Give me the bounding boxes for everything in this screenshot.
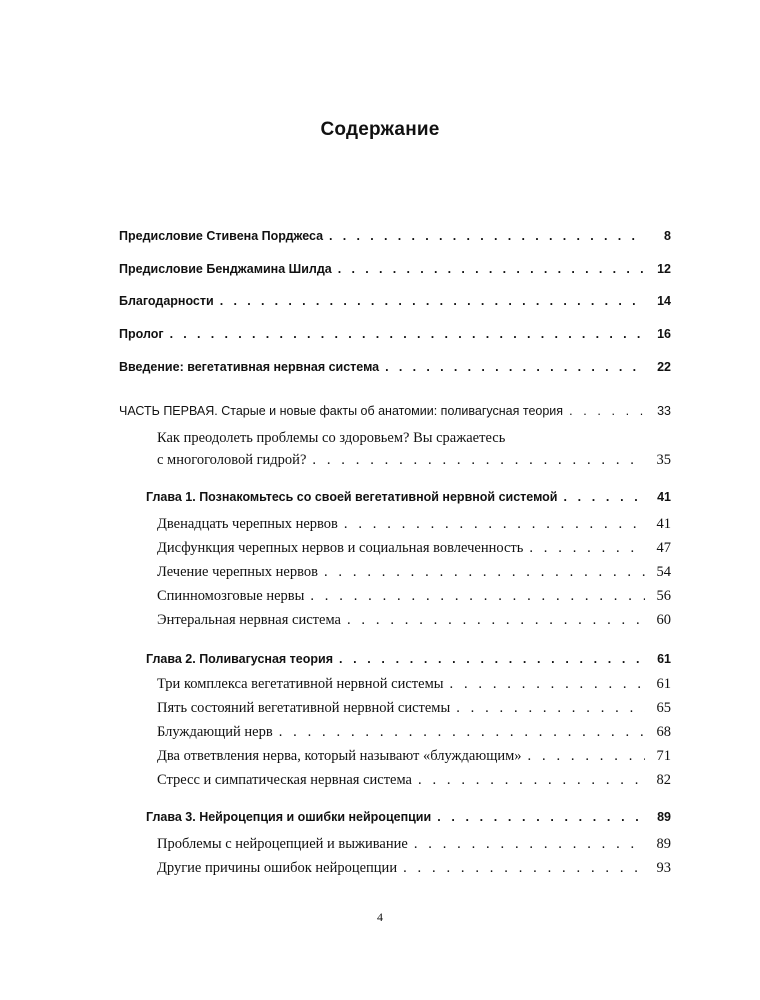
dot-leader — [403, 860, 645, 877]
toc-section-title: Блуждающий нерв — [157, 724, 273, 740]
toc-section-page: 56 — [656, 588, 671, 604]
dot-leader — [528, 748, 645, 765]
dot-leader — [414, 836, 645, 853]
toc-section-title: Лечение черепных нервов — [157, 564, 318, 580]
toc-section-page: 41 — [656, 516, 671, 532]
dot-leader — [450, 676, 646, 693]
toc-entry-title: Предисловие Бенджамина Шилда — [119, 262, 332, 276]
toc-section-title: Три комплекса вегетативной нервной системы — [157, 676, 444, 692]
toc-section-entry[interactable] — [157, 700, 671, 717]
toc-section-title: Другие причины ошибок нейроцепции — [157, 860, 398, 876]
toc-chapter-title: Глава 3. Нейроцепция и ошибки нейроцепции — [146, 810, 432, 824]
toc-entry-title: Благодарности — [119, 294, 214, 308]
dot-leader — [310, 588, 645, 605]
toc-entry-title: Введение: вегетативная нервная система — [119, 360, 380, 374]
toc-section-entry[interactable] — [157, 836, 671, 853]
toc-section-page: 35 — [656, 452, 671, 468]
toc-section-entry[interactable] — [157, 860, 671, 877]
dot-leader — [279, 724, 645, 741]
toc-chapter-entry[interactable] — [146, 810, 671, 824]
toc-section-entry[interactable] — [157, 564, 671, 581]
toc-section-entry[interactable] — [157, 516, 671, 533]
toc-section-page: 60 — [656, 612, 671, 628]
toc-entry[interactable] — [119, 360, 671, 374]
dot-leader — [220, 294, 645, 308]
toc-entry-title: Предисловие Стивена Порджеса — [119, 229, 324, 243]
dot-leader — [418, 772, 645, 789]
toc-section-title: Два ответвления нерва, который называют «блуждающим» — [157, 748, 522, 764]
dot-leader — [347, 612, 645, 629]
toc-section-page: 47 — [656, 540, 671, 556]
toc-entry[interactable] — [119, 294, 671, 308]
toc-section-entry[interactable] — [157, 540, 671, 557]
toc-section-page: 68 — [656, 724, 671, 740]
toc-entry-page: 8 — [664, 229, 671, 243]
toc-section-page: 61 — [656, 676, 671, 692]
toc-section-title: Спинномозговые нервы — [157, 588, 305, 604]
toc-section-title: Проблемы с нейроцепцией и выживание — [157, 836, 408, 852]
toc-section-entry[interactable] — [157, 588, 671, 605]
dot-leader — [344, 516, 645, 533]
toc-section-entry[interactable] — [157, 612, 671, 629]
toc-entry[interactable] — [119, 229, 671, 243]
toc-chapter-entry[interactable] — [146, 652, 671, 666]
dot-leader — [170, 327, 645, 341]
dot-leader — [324, 564, 645, 581]
toc-section-entry[interactable] — [157, 452, 671, 469]
toc-chapter-title: Глава 2. Поливагусная теория — [146, 652, 333, 666]
toc-section-entry[interactable] — [157, 676, 671, 693]
dot-leader — [564, 490, 646, 504]
toc-section-title-line[interactable]: Как преодолеть проблемы со здоровьем? Вы сражаетесь — [157, 430, 506, 446]
toc-section-title: с многоголовой гидрой? — [157, 452, 307, 468]
dot-leader — [339, 652, 645, 666]
toc-section-entry[interactable] — [157, 748, 671, 765]
dot-leader — [437, 810, 645, 824]
page-title: Содержание — [320, 119, 440, 140]
toc-section-title: Пять состояний вегетативной нервной системы — [157, 700, 451, 716]
toc-entry[interactable] — [119, 262, 671, 276]
toc-section-title: Дисфункция черепных нервов и социальная вовлеченность — [157, 540, 524, 556]
page-number: 4 — [377, 910, 383, 924]
toc-section-title: Стресс и симпатическая нервная система — [157, 772, 412, 788]
toc-entry-page: 22 — [657, 360, 671, 374]
toc-section-page: 65 — [656, 700, 671, 716]
dot-leader — [529, 540, 645, 557]
toc-chapter-entry[interactable] — [146, 490, 671, 504]
dot-leader — [569, 404, 645, 418]
toc-section-page: 54 — [656, 564, 671, 580]
toc-section-title: Двенадцать черепных нервов — [157, 516, 338, 532]
toc-entry-title: Пролог — [119, 327, 164, 341]
toc-entry-page: 14 — [657, 294, 671, 308]
toc-section-entry[interactable] — [157, 724, 671, 741]
toc-section-title: Энтеральная нервная система — [157, 612, 341, 628]
toc-chapter-page: 41 — [657, 490, 671, 504]
toc-part-page: 33 — [657, 404, 671, 418]
toc-entry-page: 16 — [657, 327, 671, 341]
dot-leader — [385, 360, 645, 374]
toc-section-page: 93 — [656, 860, 671, 876]
toc-chapter-page: 61 — [657, 652, 671, 666]
toc-section-entry[interactable] — [157, 772, 671, 789]
toc-entry-page: 12 — [657, 262, 671, 276]
toc-section-page: 82 — [656, 772, 671, 788]
toc-chapter-title: Глава 1. Познакомьтесь со своей вегетативной нервной системой — [146, 490, 558, 504]
toc-chapter-page: 89 — [657, 810, 671, 824]
dot-leader — [456, 700, 645, 717]
toc-section-page: 89 — [656, 836, 671, 852]
toc-part-entry[interactable] — [119, 404, 671, 418]
toc-entry[interactable] — [119, 327, 671, 341]
dot-leader — [338, 262, 645, 276]
toc-part-title: ЧАСТЬ ПЕРВАЯ. Старые и новые факты об анатомии: поливагусная теория — [119, 404, 564, 418]
toc-section-page: 71 — [656, 748, 671, 764]
dot-leader — [329, 229, 645, 243]
dot-leader — [312, 452, 645, 469]
